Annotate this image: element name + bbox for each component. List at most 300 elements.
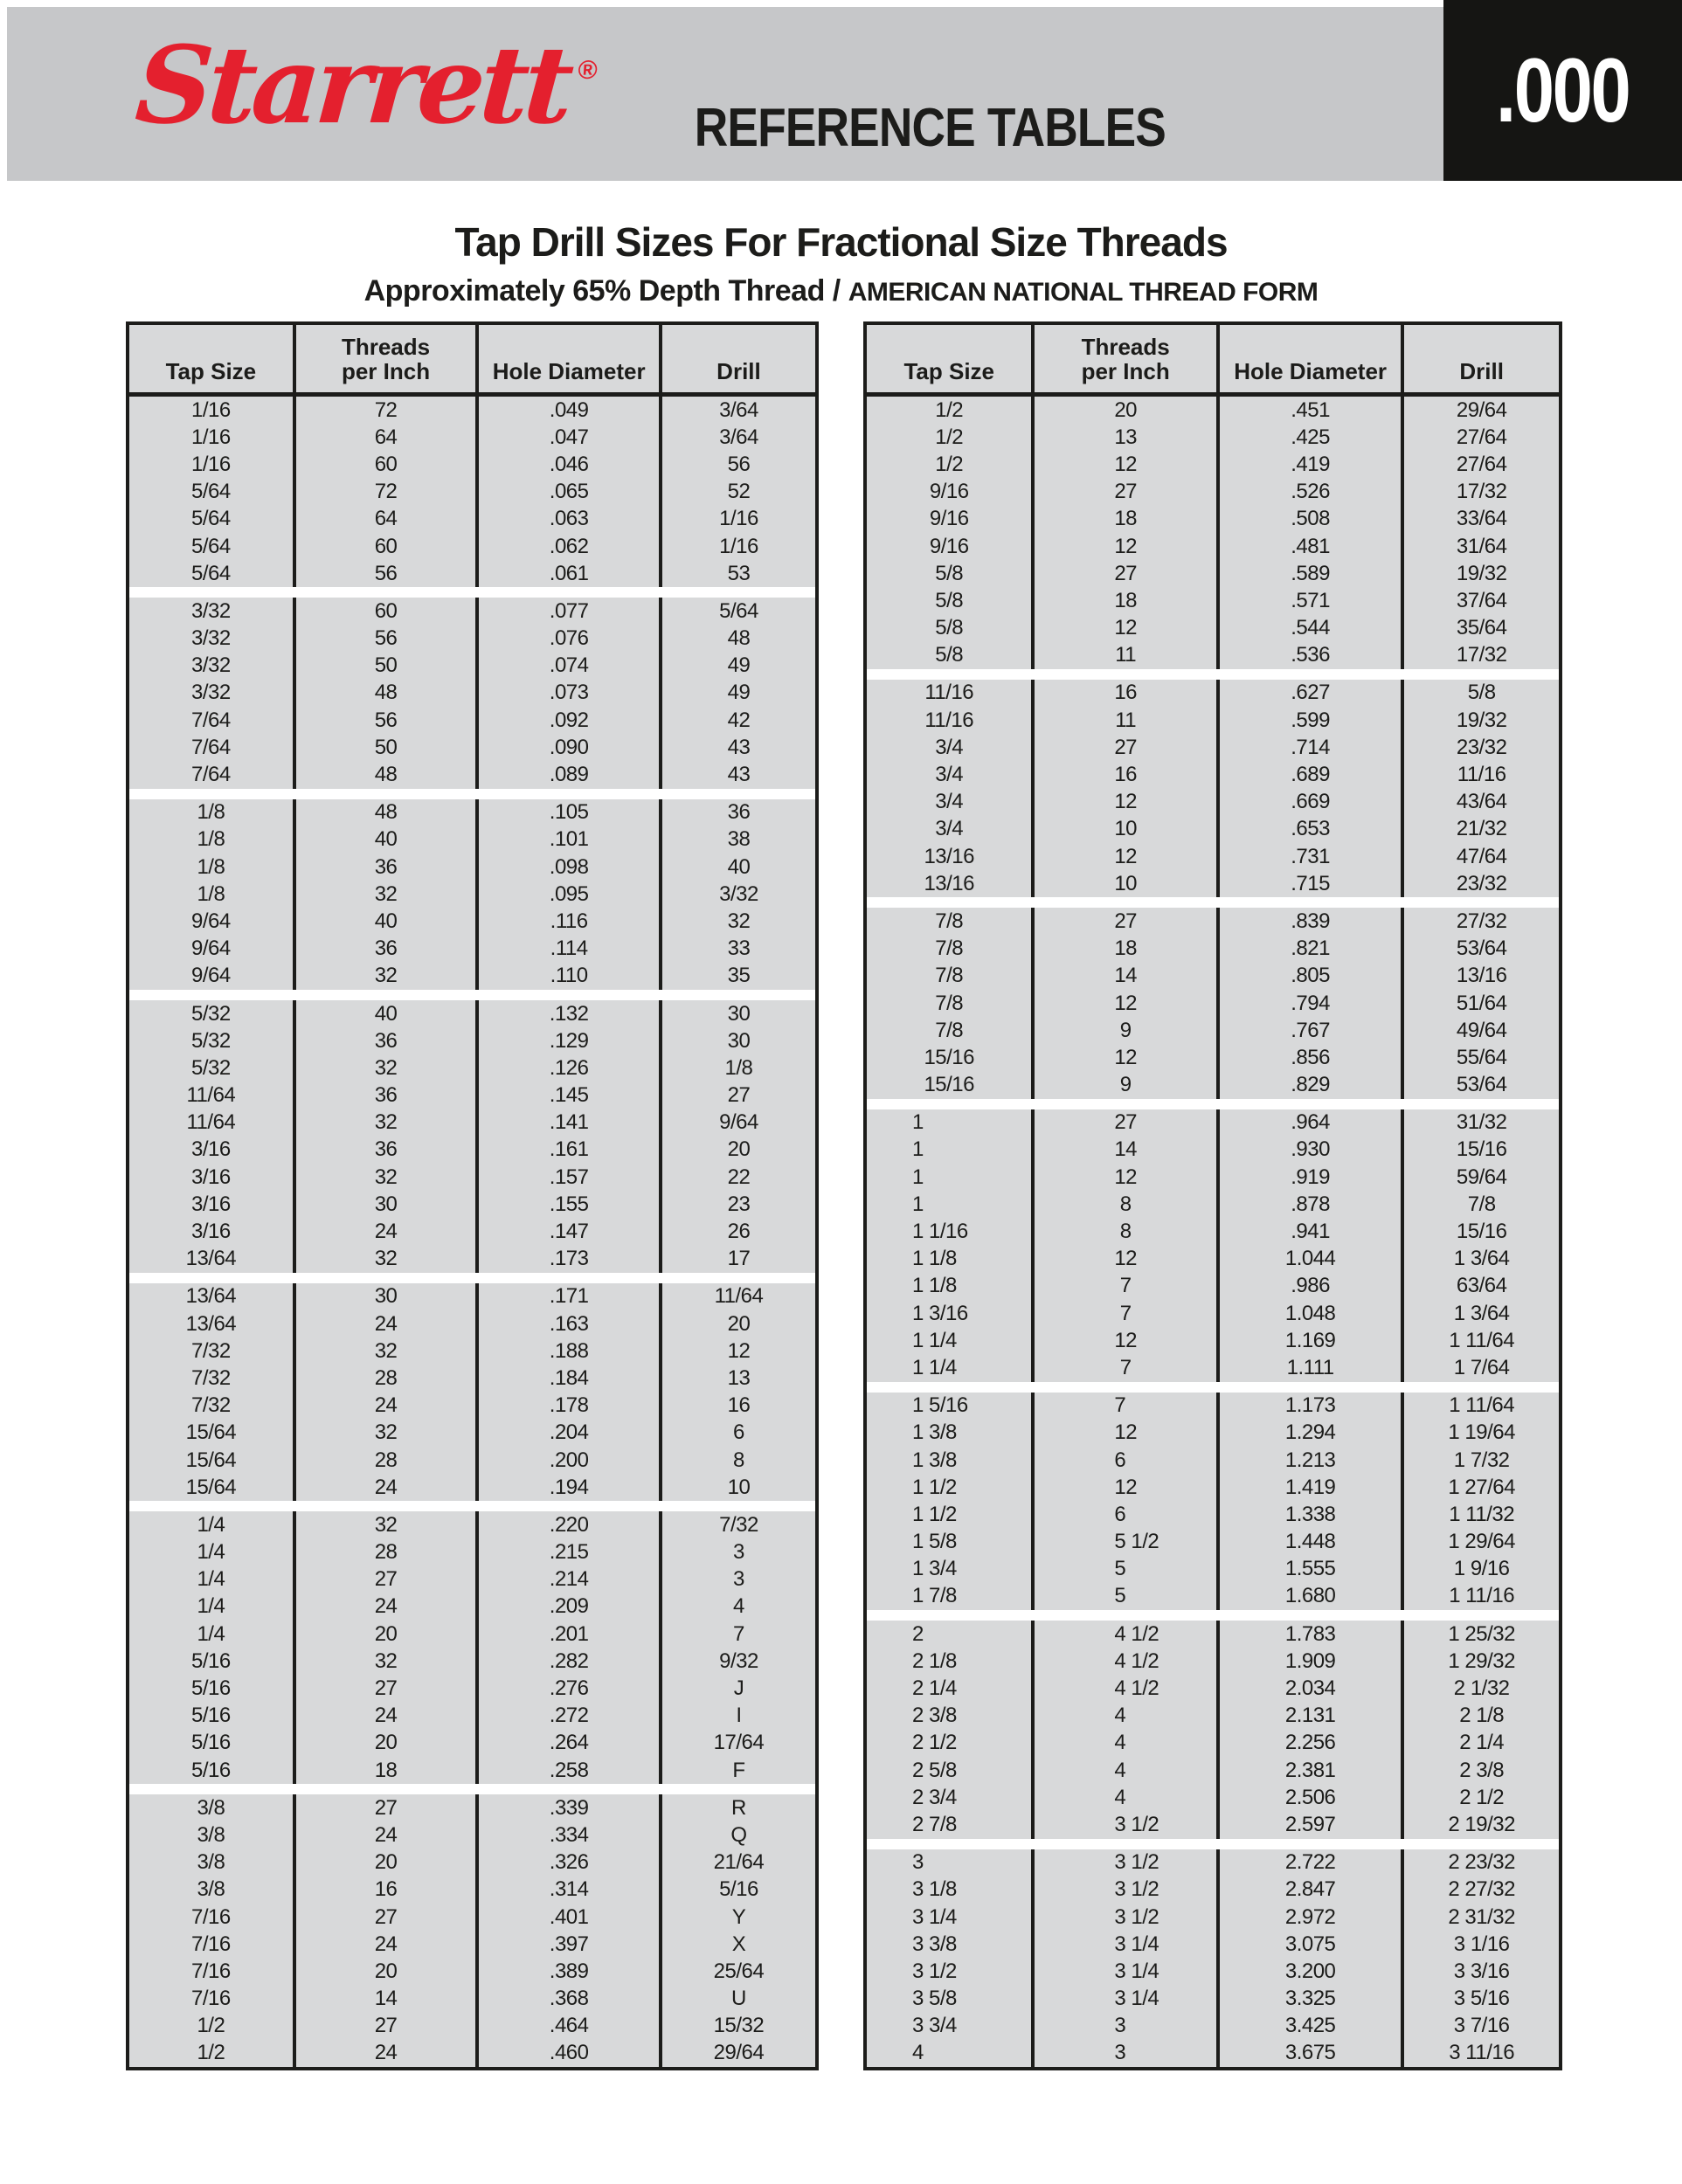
cell-hole-diameter: 3.325 [1220,1986,1404,2013]
table-row [129,1393,815,1420]
cell-hole-diameter: .419 [1220,451,1404,478]
cell-threads-per-inch: 16 [1035,761,1219,788]
cell-tap-size: 15/64 [129,1420,296,1447]
cell-drill: 3/64 [719,425,758,449]
cell-drill: 43 [727,735,751,759]
cell-hole-diameter: .047 [479,424,662,451]
cell-tap-size: 3/8 [129,1876,296,1904]
banner-title: REFERENCE TABLES [694,98,1166,158]
cell-threads-per-inch: 28 [296,1365,480,1392]
cell-threads-per-inch: 16 [296,1876,480,1904]
cell-drill: U [731,1987,746,2011]
table-row [129,424,815,451]
tap-drill-table-right [863,321,1562,2070]
cell-hole-diameter: 1.909 [1220,1648,1404,1675]
table-row [129,799,815,826]
cell-tap-size: 3/4 [867,761,1035,788]
cell-drill: 31/32 [1456,1110,1507,1135]
table-row [129,1876,815,1904]
table-row [867,1191,1559,1218]
cell-drill: 30 [727,1001,751,1026]
cell-hole-diameter: .589 [1220,560,1404,587]
table-row [129,854,815,881]
cell-drill: 3 1/16 [1453,1932,1510,1956]
table-row [867,397,1559,424]
cell-hole-diameter: .282 [479,1648,662,1675]
cell-drill: 15/16 [1456,1220,1507,1244]
cell-tap-size: 5/64 [129,560,296,587]
cell-drill: 20 [727,1137,751,1162]
table-row [867,1164,1559,1191]
cell-threads-per-inch: 27 [1035,479,1219,506]
cell-hole-diameter: .063 [479,506,662,533]
table-row [129,881,815,908]
cell-hole-diameter: .599 [1220,707,1404,734]
cell-tap-size: 1 5/8 [867,1529,1035,1556]
cell-threads-per-inch: 32 [296,881,480,908]
cell-tap-size: 2 7/8 [867,1811,1035,1838]
cell-tap-size: 7/64 [129,761,296,788]
cell-tap-size: 1 3/8 [867,1447,1035,1474]
cell-tap-size: 15/16 [867,1044,1035,1071]
table-row [129,1675,815,1702]
cell-hole-diameter: .194 [479,1474,662,1501]
header-cell-hole-diameter: Hole Diameter [1220,325,1404,392]
cell-hole-diameter: .264 [479,1730,662,1757]
cell-hole-diameter: .930 [1220,1137,1404,1164]
cell-drill: 13 [727,1365,751,1390]
cell-hole-diameter: .076 [479,625,662,653]
cell-hole-diameter: .090 [479,734,662,761]
cell-hole-diameter: .105 [479,799,662,826]
cell-drill: I [736,1704,742,1728]
cell-tap-size: 15/64 [129,1447,296,1474]
table-row [867,1393,1559,1420]
cell-tap-size: 1 1/4 [867,1354,1035,1381]
table-row [867,1501,1559,1528]
cell-tap-size: 1/2 [129,2013,296,2040]
cell-threads-per-inch: 5 [1035,1583,1219,1610]
cell-threads-per-inch: 32 [296,1109,480,1137]
cell-tap-size: 7/8 [867,908,1035,935]
cell-drill: 43/64 [1456,790,1507,814]
table-row [867,1529,1559,1556]
cell-hole-diameter: .856 [1220,1044,1404,1071]
cell-drill: 32 [727,909,751,933]
cell-tap-size: 5/64 [129,506,296,533]
table-row [129,761,815,788]
table-row [129,1566,815,1593]
cell-drill: 9/64 [719,1110,758,1135]
cell-threads-per-inch: 24 [296,1931,480,1958]
cell-hole-diameter: .401 [479,1904,662,1931]
cell-drill: 1 3/64 [1453,1247,1510,1271]
table-row [129,1849,815,1876]
cell-drill: Q [730,1822,747,1847]
cell-tap-size: 1 1/2 [867,1474,1035,1501]
cell-hole-diameter: 1.111 [1220,1354,1404,1381]
cell-drill: 53/64 [1456,1073,1507,1097]
cell-hole-diameter: .715 [1220,870,1404,897]
cell-threads-per-inch: 20 [296,1621,480,1648]
cell-threads-per-inch: 12 [1035,615,1219,642]
cell-drill: 1 11/16 [1449,1584,1515,1608]
cell-drill: 15/32 [713,2014,765,2038]
cell-tap-size: 7/32 [129,1365,296,1392]
table-row [867,1703,1559,1730]
cell-hole-diameter: .046 [479,451,662,478]
cell-hole-diameter: .215 [479,1539,662,1566]
cell-drill: 3 3/16 [1453,1959,1510,1983]
table-row [867,1044,1559,1071]
cell-tap-size: 1 1/4 [867,1327,1035,1354]
cell-tap-size: 15/64 [129,1474,296,1501]
cell-hole-diameter: 2.506 [1220,1784,1404,1811]
cell-hole-diameter: 2.597 [1220,1811,1404,1838]
cell-hole-diameter: .481 [1220,533,1404,560]
table-row [867,1300,1559,1327]
cell-drill: 2 27/32 [1448,1877,1515,1902]
cell-threads-per-inch: 12 [1035,451,1219,478]
cell-drill: 1 25/32 [1448,1621,1515,1646]
table-row [867,1621,1559,1648]
table-row [129,1593,815,1621]
cell-tap-size: 5/16 [129,1730,296,1757]
cell-threads-per-inch: 4 [1035,1757,1219,1784]
cell-threads-per-inch: 16 [1035,680,1219,707]
cell-drill: 1 11/32 [1449,1502,1515,1526]
cell-drill: 21/32 [1456,817,1507,841]
table-row [867,734,1559,761]
cell-threads-per-inch: 27 [296,2013,480,2040]
cell-tap-size: 1/8 [129,854,296,881]
cell-hole-diameter: .805 [1220,963,1404,990]
cell-drill: 31/64 [1456,534,1507,558]
table-row [867,1849,1559,1876]
cell-threads-per-inch: 32 [296,1337,480,1365]
header-cell-threads-per-inch: Threads per Inch [296,325,480,392]
table-row [129,1027,815,1054]
cell-threads-per-inch: 60 [296,451,480,478]
cell-tap-size: 9/16 [867,479,1035,506]
section-number-box [1443,0,1682,181]
cell-hole-diameter: .157 [479,1164,662,1191]
cell-hole-diameter: .508 [1220,506,1404,533]
row-group [867,1109,1559,1382]
header-cell-threads-per-inch: Threads per Inch [1035,325,1219,392]
cell-tap-size: 7/16 [129,1986,296,2013]
cell-hole-diameter: 2.972 [1220,1904,1404,1931]
cell-threads-per-inch: 28 [296,1539,480,1566]
cell-threads-per-inch: 48 [296,799,480,826]
table-row [129,1218,815,1245]
cell-drill: 53/64 [1456,936,1507,961]
table-row [129,908,815,935]
cell-threads-per-inch: 12 [1035,533,1219,560]
cell-threads-per-inch: 18 [296,1757,480,1784]
cell-tap-size: 7/64 [129,707,296,734]
table-row [867,1218,1559,1245]
cell-drill: 17/64 [713,1731,765,1755]
cell-tap-size: 7/64 [129,734,296,761]
cell-hole-diameter: 2.722 [1220,1849,1404,1876]
cell-drill: 27/32 [1456,909,1507,933]
cell-threads-per-inch: 8 [1035,1191,1219,1218]
cell-threads-per-inch: 50 [296,653,480,680]
cell-threads-per-inch: 3 1/2 [1035,1811,1219,1838]
cell-threads-per-inch: 36 [296,936,480,963]
cell-drill: 59/64 [1456,1165,1507,1189]
cell-hole-diameter: 1.680 [1220,1583,1404,1610]
cell-hole-diameter: .397 [479,1931,662,1958]
cell-drill: 3 11/16 [1449,2041,1515,2065]
cell-threads-per-inch: 12 [1035,1164,1219,1191]
cell-threads-per-inch: 24 [296,1310,480,1337]
cell-threads-per-inch: 56 [296,707,480,734]
cell-drill: 1 3/64 [1453,1301,1510,1325]
cell-threads-per-inch: 40 [296,908,480,935]
table-row [129,1283,815,1310]
cell-drill: 52 [727,480,751,504]
table-row [129,1164,815,1191]
table-row [129,1539,815,1566]
table-row [867,843,1559,870]
cell-drill: 27/64 [1456,425,1507,449]
cell-threads-per-inch: 5 [1035,1556,1219,1583]
cell-threads-per-inch: 24 [296,1703,480,1730]
table-row [129,1904,815,1931]
cell-tap-size: 11/64 [129,1109,296,1137]
cell-tap-size: 3/8 [129,1821,296,1849]
cell-hole-diameter: 1.173 [1220,1393,1404,1420]
cell-drill: 2 1/2 [1459,1785,1505,1809]
tap-drill-table-left [126,321,819,2070]
cell-tap-size: 3/32 [129,680,296,707]
cell-threads-per-inch: 3 [1035,2013,1219,2040]
cell-hole-diameter: .126 [479,1054,662,1082]
cell-threads-per-inch: 6 [1035,1447,1219,1474]
cell-hole-diameter: .258 [479,1757,662,1784]
cell-hole-diameter: .141 [479,1109,662,1137]
cell-drill: 2 1/32 [1453,1676,1510,1701]
cell-hole-diameter: .173 [479,1246,662,1273]
cell-threads-per-inch: 3 [1035,2040,1219,2067]
cell-tap-size: 1 1/2 [867,1501,1035,1528]
cell-tap-size: 1/4 [129,1566,296,1593]
header-cell-hole-diameter: Hole Diameter [479,325,662,392]
table-row [129,734,815,761]
table-row [129,1511,815,1538]
cell-threads-per-inch: 36 [296,1082,480,1109]
cell-drill: 21/64 [713,1850,765,1875]
cell-threads-per-inch: 20 [1035,397,1219,424]
section-number: .000 [1496,39,1630,142]
table-row [867,908,1559,935]
cell-drill: 12 [727,1338,751,1363]
cell-threads-per-inch: 24 [296,1218,480,1245]
table-row [867,761,1559,788]
table-row [867,1730,1559,1757]
cell-tap-size: 1/8 [129,881,296,908]
cell-threads-per-inch: 14 [1035,1137,1219,1164]
cell-tap-size: 9/64 [129,936,296,963]
cell-threads-per-inch: 40 [296,1000,480,1027]
page-subtitle [0,274,1682,308]
cell-tap-size: 1 5/16 [867,1393,1035,1420]
cell-tap-size: 2 5/8 [867,1757,1035,1784]
cell-tap-size: 7/8 [867,936,1035,963]
table-row [867,1354,1559,1381]
cell-threads-per-inch: 32 [296,1246,480,1273]
cell-tap-size: 3/8 [129,1849,296,1876]
table-row [867,1931,1559,1958]
cell-threads-per-inch: 72 [296,479,480,506]
cell-drill: 19/32 [1456,708,1507,732]
cell-hole-diameter: .627 [1220,680,1404,707]
cell-threads-per-inch: 32 [296,1648,480,1675]
table-row [129,1000,815,1027]
cell-hole-diameter: .129 [479,1027,662,1054]
cell-drill: 1 29/64 [1448,1530,1515,1554]
cell-tap-size: 3/16 [129,1164,296,1191]
cell-drill: 25/64 [713,1959,765,1983]
cell-threads-per-inch: 3 1/4 [1035,1931,1219,1958]
cell-drill: 22 [727,1165,751,1189]
cell-tap-size: 1/4 [129,1511,296,1538]
cell-tap-size: 1/16 [129,451,296,478]
cell-tap-size: 3 1/8 [867,1876,1035,1904]
cell-tap-size: 1/8 [129,826,296,854]
cell-tap-size: 1/2 [129,2040,296,2067]
cell-drill: 49 [727,681,751,705]
cell-tap-size: 3/32 [129,653,296,680]
cell-hole-diameter: .171 [479,1283,662,1310]
cell-drill: 53 [727,561,751,585]
cell-hole-diameter: 3.200 [1220,1958,1404,1985]
cell-threads-per-inch: 27 [296,1675,480,1702]
cell-tap-size: 1 [867,1164,1035,1191]
cell-hole-diameter: .092 [479,707,662,734]
table-row [867,936,1559,963]
cell-hole-diameter: .314 [479,1876,662,1904]
cell-threads-per-inch: 24 [296,1593,480,1621]
cell-tap-size: 5/16 [129,1675,296,1702]
cell-hole-diameter: .451 [1220,397,1404,424]
cell-tap-size: 5/8 [867,587,1035,614]
cell-threads-per-inch: 3 1/2 [1035,1904,1219,1931]
table-row [129,598,815,625]
cell-drill: 2 1/4 [1459,1731,1505,1755]
cell-tap-size: 3 5/8 [867,1986,1035,2013]
table-row [129,1191,815,1218]
cell-tap-size: 1 3/16 [867,1300,1035,1327]
cell-tap-size: 1 1/8 [867,1273,1035,1300]
cell-drill: 10 [727,1475,751,1499]
cell-tap-size: 7/8 [867,1017,1035,1044]
cell-threads-per-inch: 36 [296,1027,480,1054]
row-group [129,598,815,788]
cell-threads-per-inch: 3 1/2 [1035,1876,1219,1904]
cell-threads-per-inch: 12 [1035,789,1219,816]
cell-threads-per-inch: 14 [1035,963,1219,990]
table-row [867,1327,1559,1354]
cell-tap-size: 1/4 [129,1593,296,1621]
cell-tap-size: 7/32 [129,1337,296,1365]
table-row [867,642,1559,669]
cell-threads-per-inch: 50 [296,734,480,761]
cell-drill: 1 27/64 [1448,1475,1515,1499]
cell-drill: J [733,1676,744,1701]
table-row [129,1337,815,1365]
row-group [129,799,815,990]
cell-threads-per-inch: 7 [1035,1354,1219,1381]
cell-threads-per-inch: 27 [1035,560,1219,587]
cell-tap-size: 7/8 [867,990,1035,1017]
table-row [867,451,1559,478]
cell-drill: 2 23/32 [1448,1850,1515,1875]
cell-hole-diameter: .919 [1220,1164,1404,1191]
cell-tap-size: 5/64 [129,479,296,506]
cell-tap-size: 3/32 [129,598,296,625]
cell-tap-size: 1/4 [129,1621,296,1648]
cell-tap-size: 1/4 [129,1539,296,1566]
cell-hole-diameter: .464 [479,2013,662,2040]
cell-hole-diameter: .101 [479,826,662,854]
cell-hole-diameter: 1.294 [1220,1420,1404,1447]
cell-drill: 3 5/16 [1453,1987,1510,2011]
cell-hole-diameter: .334 [479,1821,662,1849]
cell-hole-diameter: .062 [479,533,662,560]
cell-tap-size: 5/8 [867,560,1035,587]
cell-threads-per-inch: 8 [1035,1218,1219,1245]
cell-threads-per-inch: 24 [296,2040,480,2067]
cell-threads-per-inch: 24 [296,1474,480,1501]
cell-tap-size: 1 [867,1109,1035,1137]
cell-hole-diameter: .276 [479,1675,662,1702]
cell-threads-per-inch: 12 [1035,843,1219,870]
cell-drill: 7/8 [1467,1192,1496,1216]
table-row [129,560,815,587]
subtitle-main: Approximately 65% Depth Thread / [363,274,848,308]
cell-drill: 13/16 [1456,964,1507,988]
cell-threads-per-inch: 72 [296,397,480,424]
cell-drill: 7 [733,1621,744,1646]
cell-drill: 5/64 [719,598,758,623]
table-row [867,1273,1559,1300]
cell-drill: 1 9/16 [1453,1557,1510,1581]
cell-hole-diameter: .839 [1220,908,1404,935]
cell-tap-size: 9/16 [867,506,1035,533]
cell-tap-size: 7/16 [129,1904,296,1931]
cell-tap-size: 13/16 [867,870,1035,897]
cell-threads-per-inch: 64 [296,506,480,533]
cell-threads-per-inch: 7 [1035,1273,1219,1300]
cell-drill: 30 [727,1028,751,1053]
cell-drill: 23/32 [1456,871,1507,895]
cell-tap-size: 7/16 [129,1931,296,1958]
cell-tap-size: 1 [867,1137,1035,1164]
cell-drill: R [731,1795,746,1820]
cell-hole-diameter: 1.448 [1220,1529,1404,1556]
cell-hole-diameter: .110 [479,963,662,990]
cell-tap-size: 2 3/8 [867,1703,1035,1730]
cell-threads-per-inch: 12 [1035,1474,1219,1501]
cell-threads-per-inch: 36 [296,1137,480,1164]
cell-hole-diameter: .368 [479,1986,662,2013]
cell-hole-diameter: 3.425 [1220,2013,1404,2040]
cell-hole-diameter: 2.131 [1220,1703,1404,1730]
cell-hole-diameter: 3.675 [1220,2040,1404,2067]
